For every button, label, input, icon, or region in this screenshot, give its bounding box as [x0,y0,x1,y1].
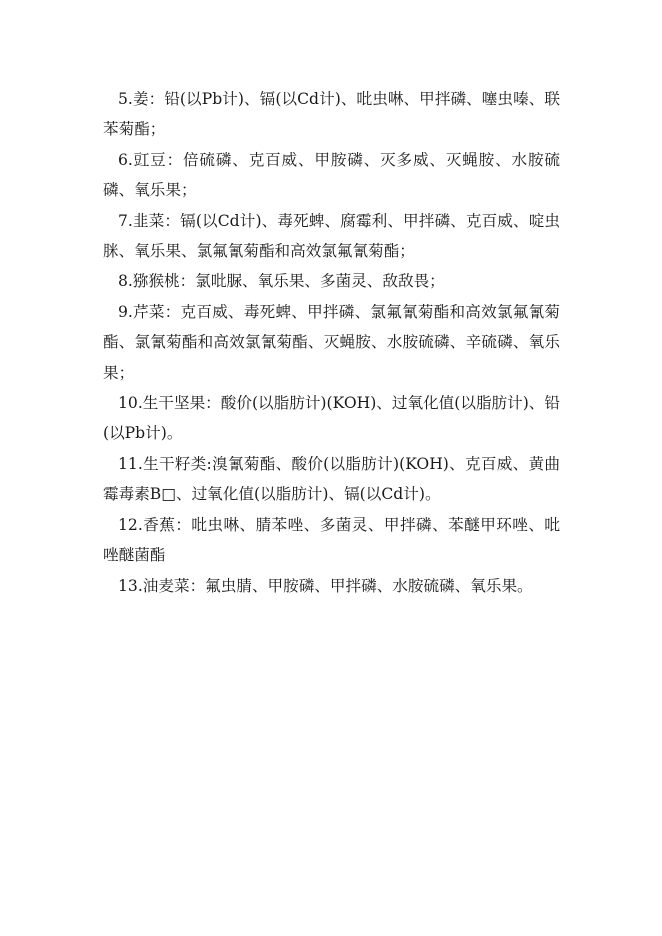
item-9-celery: 9.芹菜：克百威、毒死蜱、甲拌磷、氯氟氰菊酯和高效氯氟氰菊酯、氯氰菊酯和高效氯氰菊酯、灭蝇胺、水胺硫磷、辛硫磷、氧乐果； [103,302,560,382]
item-10-raw-nuts: 10.生干坚果：酸价(以脂肪计)(KOH)、过氧化值(以脂肪计)、铅(以Pb计)。 [103,394,560,443]
document-body [103,84,560,601]
item-5-ginger: 5.姜：铅(以Pb计)、镉(以Cd计)、吡虫啉、甲拌磷、噻虫嗪、联苯菊酯； [103,90,560,139]
item-6-cowpea: 6.豇豆：倍硫磷、克百威、甲胺磷、灭多威、灭蝇胺、水胺硫磷、氧乐果； [103,150,560,200]
item-13-lettuce: 13.油麦菜：氟虫腈、甲胺磷、甲拌磷、水胺硫磷、氧乐果。 [118,576,533,595]
item-7-chinese-chives: 7.韭菜：镉(以Cd计)、毒死蜱、腐霉利、甲拌磷、克百威、啶虫脒、氧乐果、氯氟氰菊酯和高效氯氟氰菊酯； [103,211,560,261]
item-11-raw-seeds: 11.生干籽类:溴氰菊酯、酸价(以脂肪计)(KOH)、克百威、黄曲霉毒素B□、过氧化值(以脂肪计)、镉(以Cd计)。 [103,454,560,504]
item-12-banana: 12.香蕉：吡虫啉、腈苯唑、多菌灵、甲拌磷、苯醚甲环唑、吡唑醚菌酯 [103,515,560,565]
item-8-kiwifruit: 8.猕猴桃：氯吡脲、氧乐果、多菌灵、敌敌畏； [118,272,445,291]
